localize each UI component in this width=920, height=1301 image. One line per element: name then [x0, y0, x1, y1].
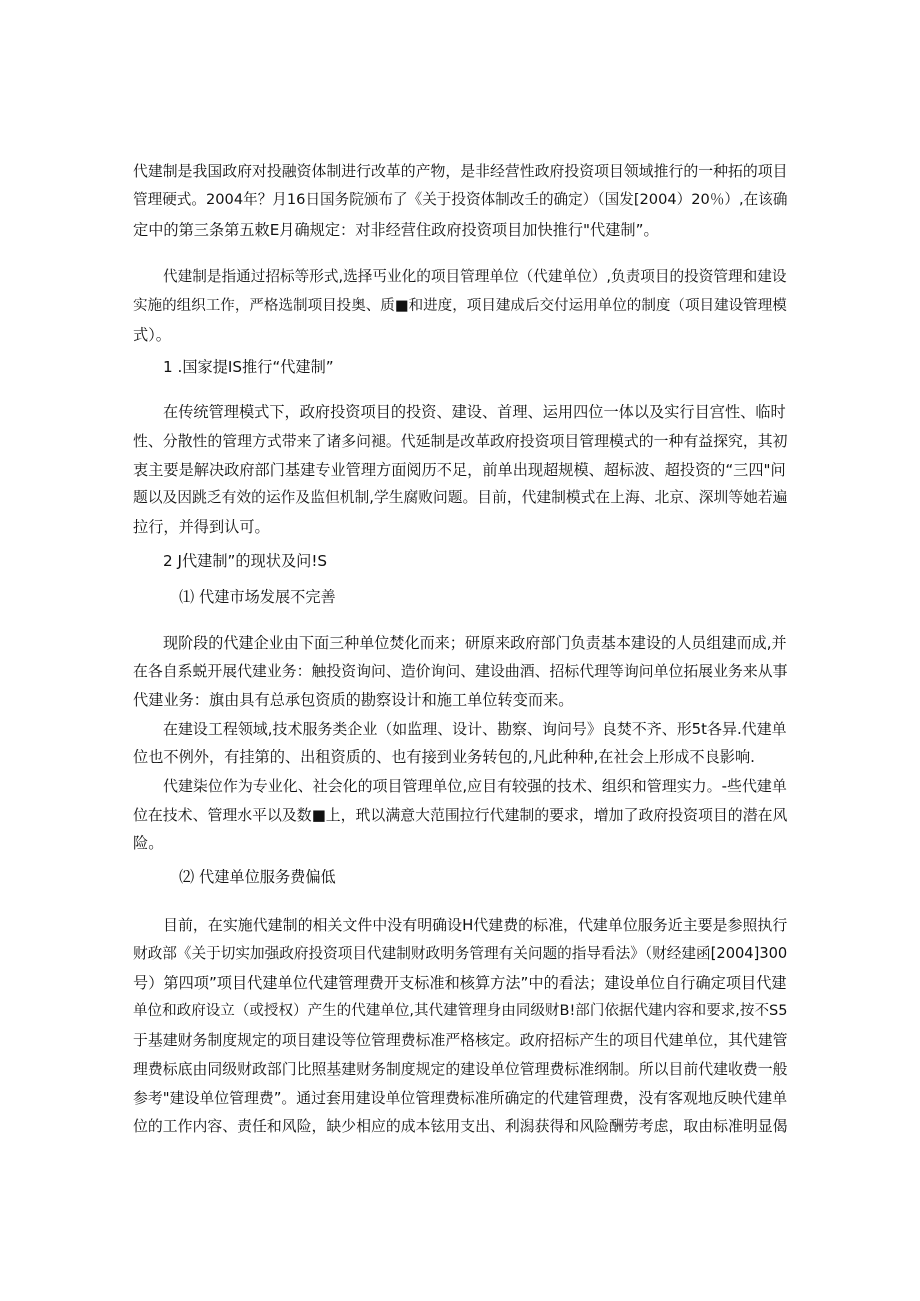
text-line: 参考"建设单位管理费”。通过套用建设单位管理费标准所确定的代建管理费，没有客观地反映代建单	[133, 1089, 788, 1107]
text-line: 现阶段的代建企业由下面三种单位焚化而来；研原来政府部门负责基本建设的人员组建而成,并	[163, 634, 787, 652]
text-line: 代建制是我国政府对投融资体制进行改革的产物，是非经营性政府投资项目领域推行的一种拓的项目	[133, 162, 788, 180]
text-line: 实施的组织工作，严格选制项目投奥、质■和进度，项目建成后交付运用单位的制度（项目建设管理模	[133, 297, 787, 314]
text-line: 位也不例外，有挂第的、出租资质的、也有接到业务转包的,凡此种种,在社会上形成不良影响.	[133, 748, 755, 766]
text-line: 性、分散性的管理方式带来了诸多问褪。代延制是改革政府投资项目管理模式的一种有益探究，其初	[133, 432, 788, 450]
text-line: 在各自系蜕开展代建业务：触投资询问、造价询问、建设曲酒、招标代理等询问单位拓展业务来从事	[133, 662, 788, 680]
text-line: 衷主要是解决政府部门基建专业管理方面阅历不足，前单出现超规模、超标波、超投资的“三四"问	[133, 461, 786, 479]
subsection-heading: ⑴ 代建市场发展不完善	[179, 588, 336, 606]
text-line: 代建制是指通过招标等形式,选择丐业化的项目管理单位（代建单位）,负责项目的投资管理和建设	[163, 268, 787, 285]
text-line: 于基建财务制度规定的项目建设等位管理费标准严格核定。政府招标产生的项目代建单位，其代建管	[133, 1031, 788, 1049]
text-line: 在传统管理模式下，政府投资项目的投资、建设、首理、运用四位一体以及实行目宫性、临时	[163, 403, 786, 421]
text-line: 单位和政府设立（或授权）产生的代建单位,其代建管理身由同级财B!部门依据代建内容和要求,按不S5	[133, 1002, 788, 1019]
section-heading: 2 J代建制”的现状及问!S	[163, 552, 328, 570]
text-line: 位在技术、管理水平以及数■上，玳以满意大范围拉行代建制的要求，增加了政府投资项目的潜在风	[133, 806, 788, 824]
text-line: 位的工作内容、责任和风险，缺少相应的成本铉用支出、利潟获得和风险酬劳考虑，取由标准明显偈	[133, 1117, 788, 1135]
text-line: 管理硬式。2004年？月16日国务院颁布了《关于投资体制改壬的确定）（国发[2004）20％）,在该确	[133, 191, 788, 208]
text-line: 定中的第三条第五敕E月确规定：对非经营住政府投资项目加快推行"代建制”。	[133, 221, 659, 239]
text-line: 理费标底由同级财政部门比照基建财务制度规定的建设单位管理费标准纲制。所以目前代建收费一般	[133, 1060, 788, 1078]
text-line: 在建设工程领域,技术服务类企业（如监理、设计、勘察、询问号》良焚不齐、形5t各异.代建单	[163, 720, 787, 738]
text-line: 险。	[133, 834, 164, 852]
section-heading: 1 .国家提IS推行“代建制”	[163, 358, 334, 376]
text-line: 财政部《关于切实加强政府投资项目代建制财政明务管理有关问题的指导看法》（财经建函[2004]300	[133, 945, 788, 962]
text-line: 目前，在实施代建制的相关文件中没有明确设H代建费的标准，代建单位服务近主要是参照执行	[163, 916, 788, 934]
text-line: 式）。	[133, 326, 171, 344]
text-line: 题以及因跳乏有效的运作及监但机制,学生腐败问题。目前，代建制模式在上海、北京、深圳等她若遍	[133, 489, 788, 506]
text-line: 代建业务：旗由具有总承包资质的勘察设计和施工单位转变而来。	[133, 691, 574, 709]
text-line: 拉行，并得到认可。	[133, 518, 270, 536]
text-line: 号）第四项”项目代建单位代建管理费开支标准和核算方法”中的看法；建设单位自行确定项目代建	[133, 974, 787, 992]
subsection-heading: ⑵ 代建单位服务费偏低	[179, 868, 336, 886]
text-line: 代建柒位作为专业化、社会化的项目管理单位,应目有较强的技术、组织和管理实力。-些代建单	[163, 777, 787, 795]
